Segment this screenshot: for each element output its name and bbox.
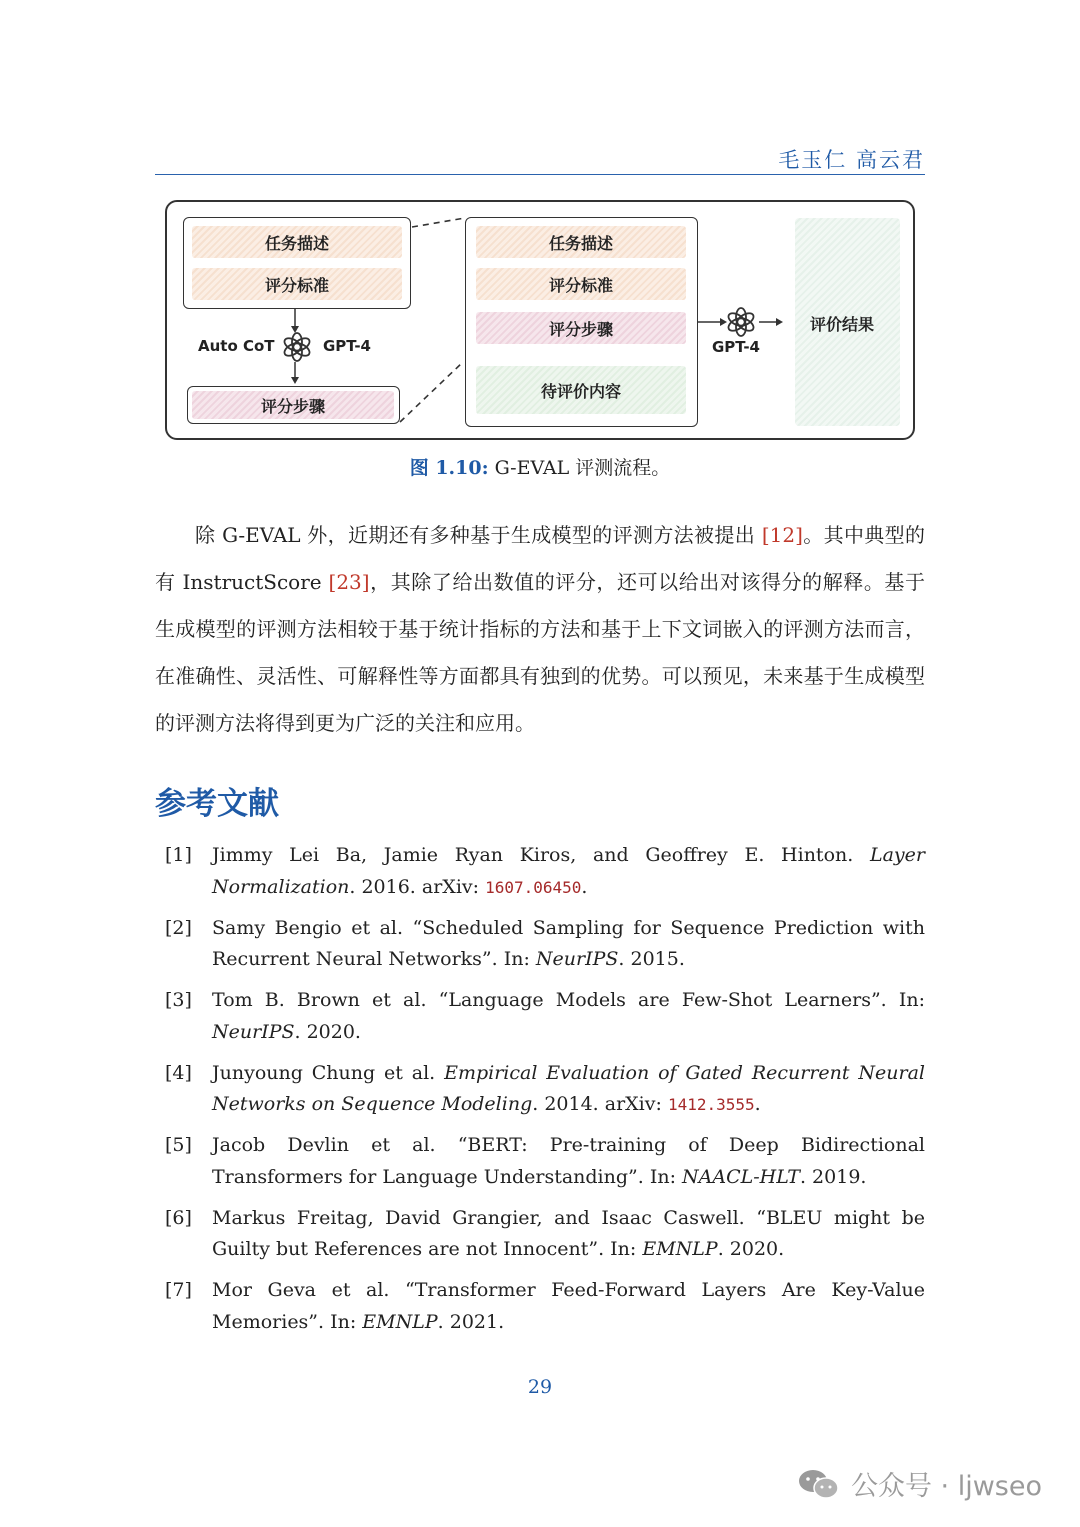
- reference-venue: EMNLP: [642, 1238, 718, 1260]
- gpt4-left-label: GPT-4: [323, 337, 371, 355]
- generated-steps-box: [187, 386, 400, 424]
- reference-title: “Language Models are Few-Shot Learners”: [438, 989, 881, 1011]
- reference-year: . 2021.: [437, 1310, 505, 1333]
- reference-venue: NeurIPS: [212, 1020, 295, 1043]
- reference-text: . In:: [491, 948, 536, 970]
- reference-venue: EMNLP: [362, 1310, 438, 1333]
- watermark-text: 公众号 · ljwseo: [850, 1471, 1042, 1502]
- left-item-task-description: 任务描述: [192, 226, 402, 258]
- paragraph-text: 除 G-EVAL 外，近期还有多种基于生成模型的评测方法被提出: [195, 523, 762, 547]
- gpt4-right-label: GPT-4: [712, 338, 760, 356]
- right-item-scoring-criteria: 评分标准: [476, 268, 686, 300]
- arxiv-link[interactable]: 1607.06450: [485, 877, 582, 897]
- reference-number: [5]: [165, 1134, 192, 1156]
- reference-title: “BERT: Pre-training of Deep Bidirectional Transformers for Language Understanding”: [212, 1134, 925, 1188]
- reference-authors: Markus Freitag, David Grangier, and Isaac Caswell.: [212, 1206, 757, 1229]
- reference-number: [4]: [165, 1061, 192, 1084]
- reference-authors: Jimmy Lei Ba, Jamie Ryan Kiros, and Geoffrey E. Hinton.: [212, 844, 870, 866]
- citation-link[interactable]: [12]: [761, 523, 803, 547]
- reference-text: . In:: [880, 989, 925, 1011]
- right-item-task-description: 任务描述: [476, 226, 686, 258]
- reference-item: [165, 1203, 925, 1266]
- figure-caption: [0, 453, 1080, 480]
- reference-number: [3]: [165, 989, 192, 1011]
- right-item-content-to-evaluate: 待评价内容: [476, 366, 686, 414]
- dashed-connector-bottom: [400, 362, 463, 422]
- reference-item: [165, 1275, 925, 1338]
- reference-text: . In:: [318, 1310, 363, 1333]
- page-number: 29: [527, 1376, 553, 1398]
- reference-year: . 2020.: [294, 1020, 361, 1043]
- left-item-scoring-criteria: 评分标准: [192, 268, 402, 300]
- openai-logo-icon: [726, 308, 755, 336]
- header-rule: [155, 174, 925, 175]
- reference-title: Empirical Evaluation of Gated Recurrent Neural Networks on Sequence Modeling: [212, 1061, 925, 1115]
- reference-year: . 2020.: [717, 1238, 785, 1260]
- reference-authors: Mor Geva et al.: [212, 1279, 406, 1301]
- reference-item: [165, 1130, 925, 1193]
- reference-number: [7]: [165, 1279, 192, 1301]
- reference-authors: Tom B. Brown et al.: [212, 989, 439, 1011]
- page-header-authors: 毛玉仁 高云君: [778, 148, 925, 172]
- references-heading: 参考文献: [155, 786, 279, 822]
- reference-title: Layer Normalization: [212, 844, 925, 898]
- auto-cot-label: Auto CoT: [198, 337, 275, 355]
- dashed-connector-top: [412, 218, 465, 227]
- reference-title: “Transformer Feed-Forward Layers Are Key-Value Memories”: [212, 1279, 925, 1333]
- openai-logo-icon: [282, 333, 311, 361]
- reference-venue: NAACL-HLT: [682, 1165, 800, 1188]
- figure-caption-label: 图 1.10:: [409, 457, 489, 479]
- reference-item: [165, 1058, 925, 1121]
- reference-item: [165, 913, 925, 976]
- references-list: [165, 840, 925, 1348]
- reference-venue: NeurIPS: [535, 948, 619, 970]
- left-input-box: [183, 217, 411, 309]
- reference-item: [165, 985, 925, 1048]
- figure-caption-text: G-EVAL 评测流程。: [494, 457, 671, 479]
- generated-steps-label: 评分步骤: [192, 391, 394, 419]
- reference-text: . 2014. arXiv:: [532, 1093, 668, 1115]
- reference-title: “BLEU might be Guilty but References are not Innocent”: [212, 1206, 925, 1260]
- reference-text: . In:: [637, 1165, 683, 1188]
- reference-text: .: [581, 875, 588, 898]
- reference-authors: Jacob Devlin et al.: [212, 1134, 458, 1156]
- wechat-watermark: [797, 1464, 1042, 1503]
- reference-number: [1]: [165, 844, 192, 866]
- reference-year: . 2019.: [799, 1165, 867, 1188]
- arrow-down-1: [291, 326, 299, 333]
- arrow-right-1: [720, 318, 727, 326]
- wechat-icon: [797, 1467, 841, 1501]
- arrow-right-2: [776, 318, 783, 326]
- reference-item: [165, 840, 925, 903]
- arrow-down-2: [291, 377, 299, 384]
- geval-figure: [165, 200, 915, 440]
- reference-number: [2]: [165, 916, 192, 939]
- paragraph-text: ，其除了给出数值的评分，还可以给出对该得分的解释。基于生成模型的评测方法相较于基于统计指标的方法和基于上下文词嵌入的评测方法而言，在准确性、灵活性、可解释性等方面都具有独到的优势。可以预见，未来基于生成模型的评测方法将得到更为广泛的关注和应用。: [155, 570, 925, 735]
- body-paragraph: [155, 512, 925, 747]
- reference-authors: Samy Bengio et al.: [212, 916, 413, 939]
- reference-text: .: [754, 1093, 761, 1115]
- paragraph-text: 。其中典型的有 InstructScore: [155, 523, 926, 594]
- reference-year: . 2015.: [618, 948, 685, 970]
- arxiv-link[interactable]: 1412.3555: [667, 1095, 755, 1114]
- reference-authors: Junyoung Chung et al.: [212, 1061, 445, 1084]
- right-item-scoring-steps: 评分步骤: [476, 312, 686, 344]
- reference-title: “Scheduled Sampling for Sequence Prediction with Recurrent Neural Networks”: [212, 916, 925, 970]
- evaluation-result-label: 评价结果: [810, 315, 875, 334]
- right-input-box: [465, 217, 698, 427]
- reference-text: . 2016. arXiv:: [349, 875, 486, 898]
- reference-number: [6]: [165, 1206, 192, 1229]
- reference-text: . In:: [598, 1238, 643, 1260]
- citation-link[interactable]: [23]: [328, 570, 370, 594]
